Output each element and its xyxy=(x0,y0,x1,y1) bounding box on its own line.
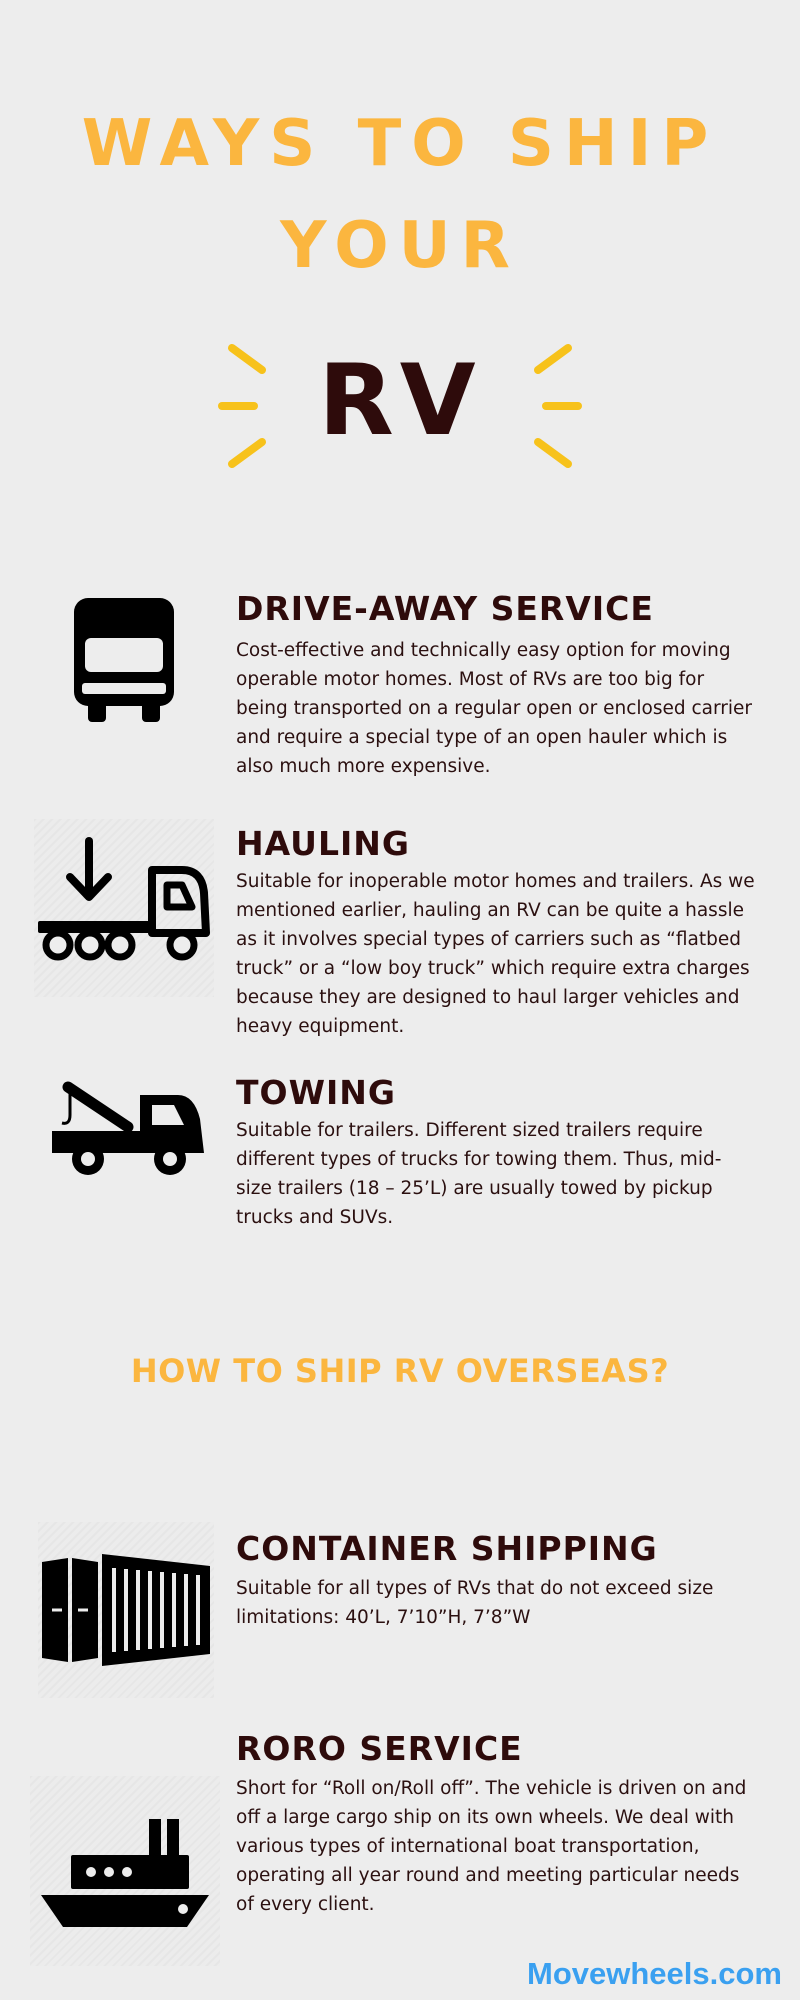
roro-section xyxy=(0,1720,800,1970)
burst-right-icon xyxy=(470,336,590,476)
hauling-section xyxy=(0,815,800,1045)
towing-text: Suitable for trailers. Different sized trailers require different types of trucks for towing them. Thus, mid-size trailers (18 – 25’L) are usually towed by pickup trucks and SUVs. xyxy=(236,1120,722,1228)
container-text: Suitable for all types of RVs that do not exceed size limitations: 40’L, 7’10”H, 7’8”W xyxy=(236,1578,714,1628)
drive-away-text: Cost-effective and technically easy option for moving operable motor homes. Most of RVs are too big for being transported on a regular open or enclosed carrier and require a special type of an open hauler which is also much more expensive. xyxy=(236,640,753,777)
towing-heading: TOWING xyxy=(236,1073,396,1112)
overseas-heading: HOW TO SHIP RV OVERSEAS? xyxy=(130,1352,670,1390)
shipping-container-icon xyxy=(38,1522,214,1698)
roro-text: Short for “Roll on/Roll off”. The vehicle is driven on and off a large cargo ship on its own wheels. We deal with various types of international boat transportation, operating all year round and meeting particular needs of every client. xyxy=(236,1778,747,1915)
cargo-ship-icon xyxy=(30,1776,220,1966)
roro-heading: RORO SERVICE xyxy=(236,1729,523,1768)
hauling-text: Suitable for inoperable motor homes and trailers. As we mentioned earlier, hauling an RV can be quite a hassle as it involves special types of carriers such as “flatbed truck” or a “low boy truck” which require extra charges because they are designed to haul larger vehicles and heavy equipment. xyxy=(236,871,755,1037)
hauling-heading: HAULING xyxy=(236,824,410,863)
title-rv: RV xyxy=(318,344,482,458)
drive-away-section xyxy=(0,580,800,800)
brand-link[interactable]: Movewheels.com xyxy=(527,1956,782,1991)
container-section xyxy=(0,1520,800,1700)
title-line-2: YOUR xyxy=(280,209,520,283)
container-heading: CONTAINER SHIPPING xyxy=(236,1529,658,1568)
flatbed-truck-icon xyxy=(34,819,214,997)
towing-section xyxy=(0,1070,800,1250)
title-line-1: WAYS TO SHIP xyxy=(81,107,719,181)
truck-front-icon xyxy=(62,580,186,732)
tow-truck-icon xyxy=(48,1074,208,1194)
drive-away-heading: DRIVE-AWAY SERVICE xyxy=(236,589,654,628)
